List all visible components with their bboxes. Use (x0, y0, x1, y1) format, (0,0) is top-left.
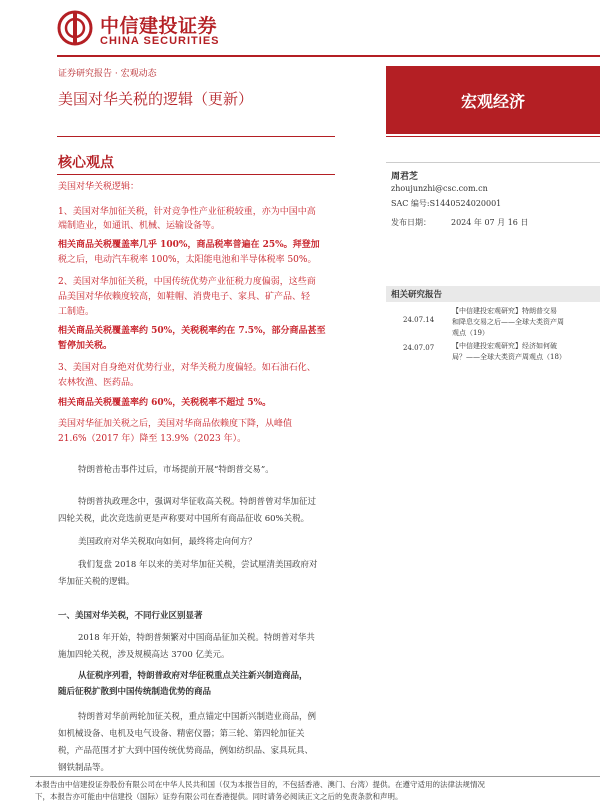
core-line: 美国对华征加关税之后，美国对华商品依赖度下降，从峰值 (58, 419, 293, 429)
core-line: 3、美国对自身绝对优势行业，对华关税力度偏轻。如石油石化、 (58, 363, 316, 373)
related-report-title[interactable]: 和降息交易之后——全球大类资产周 (452, 318, 564, 326)
core-line: 美国对华关税逻辑： (58, 182, 140, 192)
section-heading: 一、美国对华关税，不同行业区别显著 (58, 611, 203, 621)
sidebar-divider (386, 136, 600, 137)
related-report-date: 24.07.07 (403, 344, 435, 352)
related-report-title[interactable]: 【中信建投宏观研究】经济如何破 (452, 342, 557, 350)
core-line-emphasis: 相关商品关税覆盖率约 50%，关税税率约在 7.5%，部分商品甚至 (58, 326, 326, 336)
core-line: 端制造业，如通讯、机械、运输设备等。 (58, 221, 221, 231)
body-paragraph-line: 我们复盘 2018 年以来的美对华加征关税，尝试厘清美国政府对 (78, 560, 318, 570)
core-views-heading: 核心观点 (58, 155, 114, 171)
analyst-email[interactable]: zhoujunzhi@csc.com.cn (391, 184, 488, 193)
company-logo-mark (57, 10, 93, 46)
analyst-name: 周君芝 (391, 172, 419, 182)
company-logo-cn: 中信建投证券 (100, 15, 218, 37)
core-line: 21.6%（2017 年）降至 13.9%（2023 年）。 (58, 434, 247, 444)
section-badge (386, 66, 600, 134)
core-line-emphasis: 相关商品关税覆盖率约 60%，关税税率不超过 5%。 (58, 398, 272, 408)
core-line: 1、美国对华加征关税，针对竞争性产业征税较重，亦为中国中高 (58, 207, 316, 217)
core-line: 工制造。 (58, 307, 95, 317)
core-line: 2、美国对华加征关税，中国传统优势产业征税力度偏弱，这些商 (58, 277, 316, 287)
report-category: 证券研究报告 · 宏观动态 (58, 69, 157, 79)
core-views-divider (57, 174, 335, 175)
core-line: 税之后，电动汽车税率 100%，太阳能电池和半导体税率 50%。 (58, 255, 317, 265)
section-label: 宏观经济 (460, 91, 525, 111)
publish-date: 2024 年 07 月 16 日 (451, 218, 529, 227)
title-divider (57, 136, 335, 137)
body-paragraph-line: 特朗普对华前两轮加征关税，重点锚定中国新兴制造业商品，例 (78, 712, 317, 722)
body-paragraph-line: 特朗普执政理念中，强调对华征收高关税。特朗普曾对华加征过 (78, 497, 317, 507)
body-paragraph-line: 四轮关税，此次竞选前更是声称要对中国所有商品征收 60%关税。 (58, 514, 310, 524)
body-paragraph-line: 钢铁制品等。 (58, 763, 110, 773)
report-title: 美国对华关税的逻辑（更新） (58, 90, 254, 108)
body-emphasis-line: 随后征税扩散到中国传统制造优势的商品 (58, 687, 212, 697)
disclaimer-line: 本报告由中信建投证券股份有限公司在中华人民共和国（仅为本报告目的，不包括香港、澳门、台湾）提供。在遵守适用的法律法规情况 (35, 780, 485, 789)
core-line: 农林牧渔、医药品。 (58, 378, 140, 388)
core-line: 品美国对华依赖度较高，如鞋帽、消费电子、家具、矿产品、轻 (58, 292, 311, 302)
body-paragraph-line: 华加征关税的逻辑。 (58, 577, 135, 587)
related-report-title[interactable]: 观点（19） (452, 329, 489, 337)
body-paragraph-line: 美国政府对华关税取向如何，最终将走向何方？ (78, 537, 257, 547)
analyst-sac-number: SAC 编号:S1440524020001 (391, 199, 502, 208)
related-report-title[interactable]: 局？——全球大类资产周观点（18） (452, 353, 566, 361)
body-paragraph-line: 如机械设备、电机及电气设备、精密仪器；第三轮、第四轮加征关 (58, 729, 305, 739)
body-paragraph-line: 特朗普枪击事件过后，市场提前开展“特朗普交易”。 (78, 465, 274, 475)
body-emphasis-line: 从征税序列看，特朗普政府对华征税重点关注新兴制造商品， (78, 671, 308, 681)
header-divider (57, 55, 600, 57)
related-report-date: 24.07.14 (403, 316, 435, 324)
disclaimer-line: 下，本报告亦可能由中信建投（国际）证券有限公司在香港提供。同时请务必阅读正文之后的免责条款和声明。 (35, 792, 403, 801)
company-logo-en: CHINA SECURITIES (100, 35, 220, 47)
related-report-title[interactable]: 【中信建投宏观研究】特朗普交易 (452, 307, 557, 315)
analyst-divider (386, 162, 600, 163)
related-reports-heading: 相关研究报告 (391, 290, 443, 300)
footer-divider (30, 776, 600, 777)
core-line-emphasis: 暂停加关税。 (58, 341, 113, 351)
body-paragraph-line: 施加四轮关税，涉及规模高达 3700 亿美元。 (58, 650, 230, 660)
body-paragraph-line: 2018 年开始，特朗普频繁对中国商品征加关税。特朗普对华共 (78, 633, 315, 643)
publish-date-label: 发布日期： (391, 218, 431, 227)
body-paragraph-line: 税，产品范围才扩大到中国传统优势商品，例如纺织品、家具玩具、 (58, 746, 314, 756)
core-line-emphasis: 相关商品关税覆盖率几乎 100%，商品税率普遍在 25%。拜登加 (58, 240, 320, 250)
